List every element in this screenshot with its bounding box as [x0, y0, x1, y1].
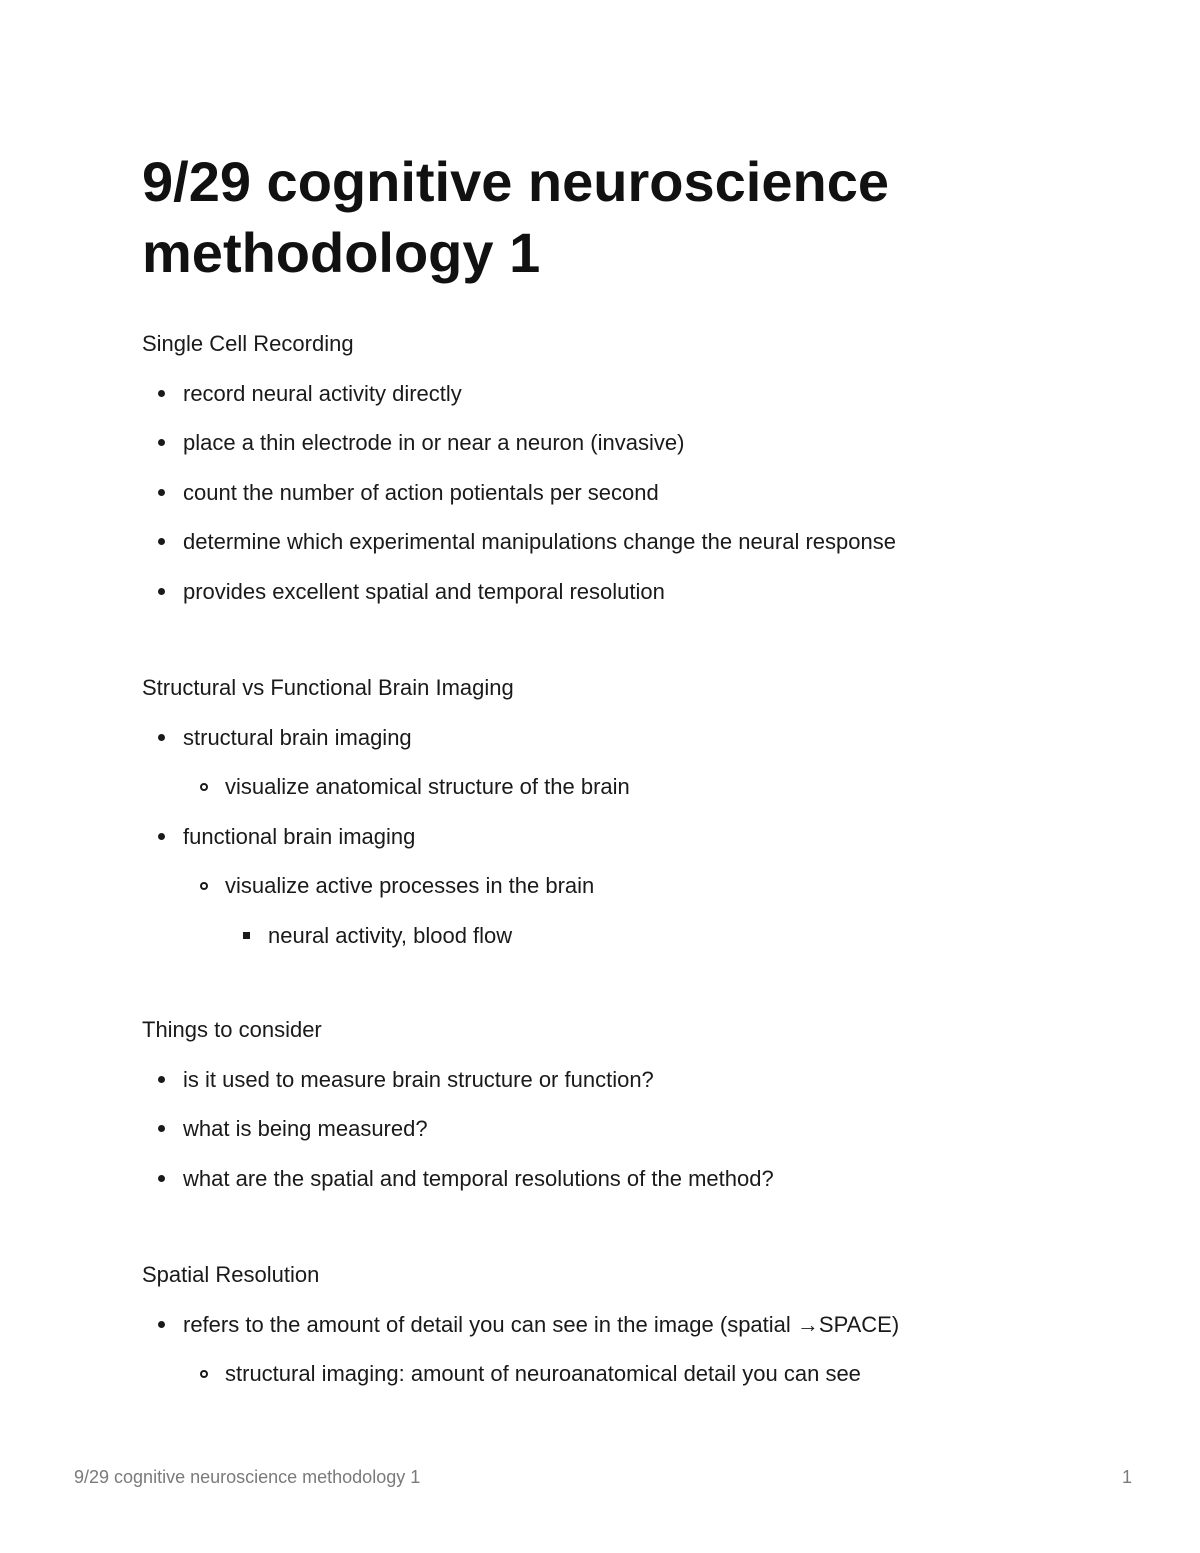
bullet-circle-icon [200, 1370, 208, 1378]
section-things-to-consider [142, 1015, 1142, 1194]
list-item [142, 1164, 1142, 1194]
list-item-nested [142, 871, 1142, 901]
bullet-disc-icon [158, 489, 165, 496]
list-item-text: what is being measured? [183, 1116, 428, 1141]
section-structural-vs-functional [142, 673, 1142, 951]
section-heading: Single Cell Recording [142, 331, 354, 356]
bullet-disc-icon [158, 734, 165, 741]
footer-page-number: 1 [1121, 1467, 1132, 1487]
list-item-text: refers to the amount of detail you can see in the image (spatial →SPACE) [183, 1311, 900, 1337]
list-item-text: record neural activity directly [183, 380, 462, 406]
list-item [142, 478, 1142, 508]
list-item-text: visualize anatomical structure of the brain [225, 774, 630, 799]
list-item [142, 379, 1142, 409]
bullet-circle-icon [200, 783, 208, 791]
list-item [142, 577, 1142, 607]
bullet-disc-icon [158, 1125, 165, 1132]
bullet-disc-icon [158, 439, 165, 446]
list-item [142, 1065, 1142, 1095]
section-single-cell-recording [142, 329, 1142, 607]
bullet-disc-icon [158, 833, 165, 840]
section-heading: Spatial Resolution [142, 1262, 320, 1287]
list-item-text: structural imaging: amount of neuroanatomical detail you can see [225, 1361, 861, 1386]
list-item-text: provides excellent spatial and temporal resolution [183, 578, 665, 604]
section-spatial-resolution [142, 1260, 1142, 1389]
footer-document-title: 9/29 cognitive neuroscience methodology 1 [74, 1467, 421, 1487]
bullet-square-icon [243, 932, 250, 939]
list-item [142, 527, 1142, 557]
list-item-text: place a thin electrode in or near a neuron (invasive) [183, 430, 685, 455]
bullet-disc-icon [158, 1076, 165, 1083]
list-item-nested [142, 1359, 1142, 1389]
list-item-text: what are the spatial and temporal resolutions of the method? [183, 1165, 774, 1191]
list-item [142, 723, 1142, 753]
list-item-text: count the number of action potientals per second [183, 479, 659, 505]
bullet-disc-icon [158, 588, 165, 595]
bullet-disc-icon [158, 538, 165, 545]
list-item [142, 822, 1142, 852]
list-item-text: functional brain imaging [183, 823, 416, 849]
list-item [142, 428, 1142, 458]
bullet-disc-icon [158, 390, 165, 397]
section-heading: Things to consider [142, 1017, 322, 1042]
list-item-text: structural brain imaging [183, 724, 412, 750]
list-item-text: determine which experimental manipulations change the neural response [183, 529, 896, 554]
bullet-circle-icon [200, 882, 208, 890]
page-title: 9/29 cognitive neuroscience methodology 1 [142, 150, 889, 284]
list-item-text: is it used to measure brain structure or function? [183, 1066, 654, 1092]
list-item-text: visualize active processes in the brain [225, 873, 595, 898]
list-item-nested-deep [142, 921, 1142, 951]
bullet-disc-icon [158, 1175, 165, 1182]
list-item [142, 1310, 1142, 1340]
section-heading: Structural vs Functional Brain Imaging [142, 675, 514, 700]
list-item-nested [142, 772, 1142, 802]
bullet-disc-icon [158, 1321, 165, 1328]
list-item [142, 1114, 1142, 1144]
list-item-text: neural activity, blood flow [268, 922, 513, 948]
